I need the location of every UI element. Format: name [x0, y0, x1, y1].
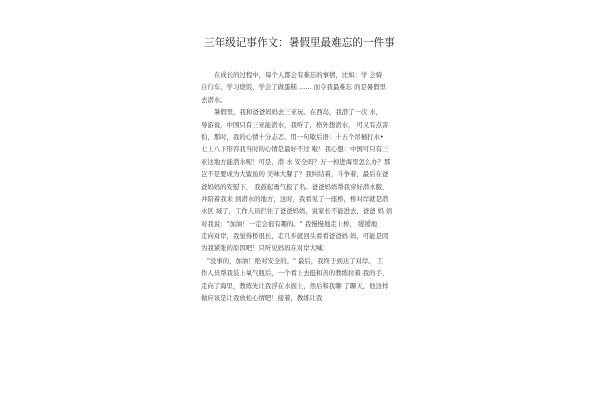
essay-title: 三年级记事作文：暑假里最难忘的一件事 — [204, 37, 395, 49]
paragraph-line: 导游说，中国只有三亚能潜水，我听了，格外想潜水， 可又有点害 — [201, 120, 389, 129]
paragraph-line: 走向对岸，我觉得桥很长，走几步就回头看看爸爸妈 妈，可能是因 — [201, 232, 389, 241]
paragraph-line: 为我紧张的原因吧！只听见妈妈在对岸大喊： — [201, 244, 329, 253]
paragraph-line: 作人员帮我装上氧气瓶后，一个看上去挺和善的教练拉着 我的手， — [201, 269, 389, 278]
paragraph-line: 怕，那时，我的心情十分忐忑，用一句歇后语：十五个吊桶打水• — [201, 132, 384, 141]
paragraph-line: 对我说："加油！一定会很有趣的。" 我慢慢地走上桥， 缓缓地 — [201, 219, 378, 228]
paragraph-line: 七上八下形容我当时的心情是最好不过 啦！我心想：中国可只有三 — [201, 145, 389, 154]
paragraph-line: 爸妈妈的安慰下， 我鼓起勇气报了名。爸爸妈妈帮我穿好潜水服， — [201, 182, 389, 191]
paragraph-line: 在成长的过程中，每个人都会有难忘的事情，比如：学 会骑 — [214, 71, 383, 79]
paragraph-line: 自行车，学习烧饭，学会了做蛋糕 …… 而令我最难忘 的是暑假里 — [201, 83, 387, 92]
paragraph-line: "没事的，加油！绝对安全的。" 最后，我终于到达了对岸。 工 — [207, 256, 384, 265]
paragraph-line: 岂不是要成为大鲨鱼的 美味大餐了？我纠结着，斗争着，最后在爸 — [201, 170, 389, 179]
paragraph-line: 做应该是让我放松心情吧！接着，教练让我 — [201, 294, 323, 303]
paragraph-line: 去潜水。 — [201, 95, 227, 104]
paragraph-line: 水区 域了，工作人员拦住了爸爸妈妈，说家长不能进去，爸爸 妈 妈 — [201, 207, 393, 216]
paragraph-line: 暑假里，我和爸爸妈妈去三亚玩。在西岛，我潜了一次 水， — [214, 108, 383, 117]
paragraph-line: 并陪着我来 到潜水的地方，这时，我看见了一座桥，桥对岸就是潜 — [201, 194, 389, 203]
essay-body — [201, 69, 405, 304]
paragraph-line: 走向了海里，教练先让我浮在水面上，然后和我聊 了聊天，他这样 — [201, 281, 389, 290]
paragraph-line: 亚这地方能潜水呢！可是，潜 水 安全吗？万一掉进海里怎么办？那 — [201, 157, 391, 166]
